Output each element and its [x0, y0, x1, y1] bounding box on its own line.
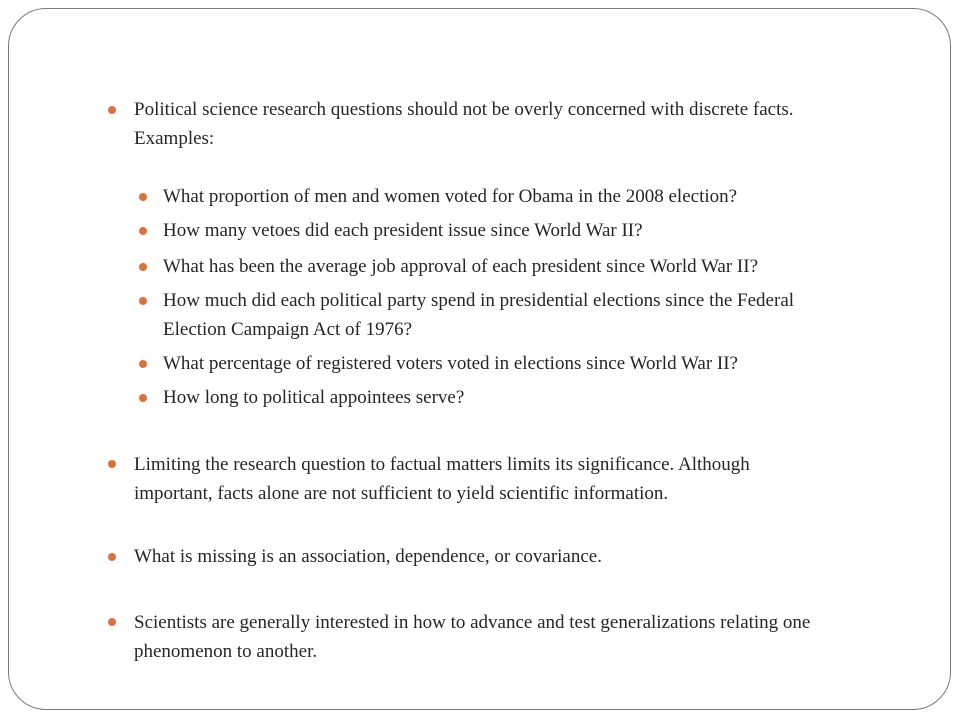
bullet-text-limiting [134, 450, 750, 508]
sub-bullet-text-appointees [163, 383, 464, 412]
bullet-line: Political science research questions should not be overly concerned with discrete facts. [134, 99, 794, 120]
sub-bullet-text-vetoes [163, 216, 643, 245]
sub-bullet-dot [139, 394, 147, 402]
sub-bullet-dot [139, 360, 147, 368]
bullet-line: Limiting the research question to factual matters limits its significance. Although [134, 454, 750, 475]
bullet-line: What has been the average job approval of each president since World War II? [163, 256, 759, 277]
bullet-line: phenomenon to another. [134, 641, 318, 662]
bullet-line: What percentage of registered voters voted in elections since World War II? [163, 353, 738, 374]
bullet-line: What proportion of men and women voted for Obama in the 2008 election? [163, 186, 738, 207]
bullet-line: How many vetoes did each president issue since World War II? [163, 220, 643, 241]
bullet-text-political-science [134, 95, 794, 153]
bullet-line: What is missing is an association, dependence, or covariance. [134, 546, 602, 567]
bullet-text-scientists [134, 608, 810, 666]
bullet-dot [108, 460, 116, 468]
bullet-line: Examples: [134, 128, 215, 149]
sub-bullet-dot [139, 227, 147, 235]
bullet-line: Election Campaign Act of 1976? [163, 319, 413, 340]
sub-bullet-text-party-spending [163, 286, 794, 344]
bullet-dot [108, 618, 116, 626]
bullet-dot [108, 106, 116, 114]
bullet-dot [108, 553, 116, 561]
bullet-line: important, facts alone are not sufficient to yield scientific information. [134, 483, 669, 504]
bullet-line: How long to political appointees serve? [163, 387, 465, 408]
bullet-line: How much did each political party spend in presidential elections since the Federal [163, 290, 795, 311]
sub-bullet-dot [139, 263, 147, 271]
bullet-line: Scientists are generally interested in how to advance and test generalizations relating one [134, 612, 811, 633]
sub-bullet-text-turnout [163, 349, 738, 378]
sub-bullet-text-obama [163, 182, 737, 211]
sub-bullet-dot [139, 297, 147, 305]
sub-bullet-dot [139, 193, 147, 201]
bullet-text-missing [134, 542, 602, 571]
sub-bullet-text-approval [163, 252, 758, 281]
